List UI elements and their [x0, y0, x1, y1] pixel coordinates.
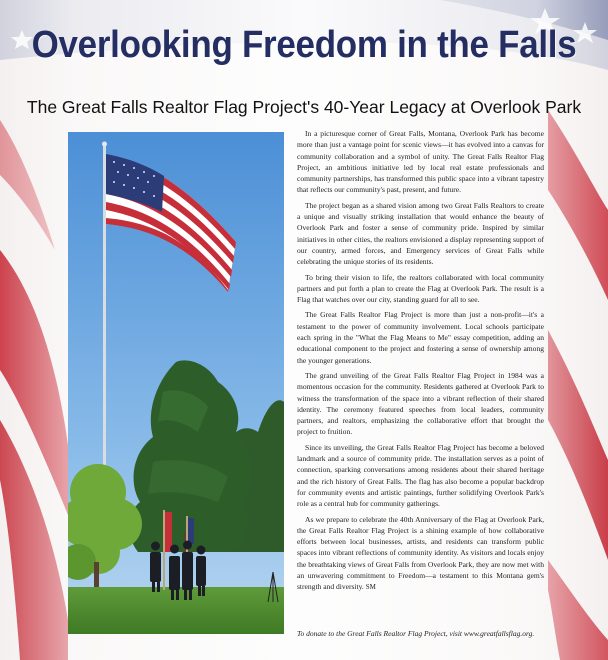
article-paragraph-last — [297, 514, 544, 594]
flag-photo — [68, 132, 284, 634]
donation-note: To donate to the Great Falls Realtor Flag Project, visit www.greatfallsflag.org. — [297, 629, 535, 638]
article-paragraph: In a picturesque corner of Great Falls, Montana, Overlook Park has become more than just a vantage point for scenic views—it has evolved into a canvas for community collaboration and a symbol of unity. The Great Falls Realtor Flag Project, an ambitious initiative led by local real estate professionals and community partnerships, has transformed this public space into a vibrant tapestry that reflects our community's past, present, and future. — [297, 129, 544, 195]
article-paragraph: The grand unveiling of the Great Falls Realtor Flag Project in 1984 was a momentous occasion for the community. Residents gathered at Overlook Park to witness the transformation of the space into a vibrant reflection of their shared identity. The ceremony featured speeches from local leaders, community partners, and realtors, emphasizing the collaborative effort that brought the project to fruition. — [297, 370, 544, 437]
article-paragraph-text: As we prepare to celebrate the 40th Anniversary of the Flag at Overlook Park, the Great Falls Realtor Flag Project is a shining example of how collaborative efforts between local businesses, artists, and residents can transform public spaces into vibrant reflections of community identity. As visitors and locals enjoy the breathtaking views of Great Falls from Overlook Park, they are now met with an unwavering commitment to Freedom—a testament to this Montana gem's strength and diversity. — [297, 514, 544, 592]
end-mark: SM — [365, 583, 376, 592]
article-paragraph: To bring their vision to life, the realtors collaborated with local community partners and put forth a plan to create the Flag at Overlook Park. The result is a Flag that watches over our city, standing guard for all to see. — [297, 272, 544, 305]
subheadline: The Great Falls Realtor Flag Project's 40-Year Legacy at Overlook Park — [26, 97, 582, 117]
article-body — [297, 128, 544, 598]
headline: Overlooking Freedom in the Falls — [31, 24, 577, 66]
article-paragraph: Since its unveiling, the Great Falls Realtor Flag Project has become a beloved landmark and a source of community pride. The installation serves as a point of connection, sparking conversations among residents about their shared heritage and the rich history of Great Falls. The flag has also become a popular backdrop for community events and artistic paintings, further solidifying Overlook Park's role as a central hub for community gatherings. — [297, 442, 544, 509]
article-paragraph: The Great Falls Realtor Flag Project is more than just a non-profit—it's a testament to the power of community involvement. Local schools participate each spring in the "What the Flag Means to Me" essay competition, adding an educational component to the project and fostering a sense of ownership among the younger generations. — [297, 310, 544, 365]
article-paragraph: The project began as a shared vision among two Great Falls Realtors to create a unique and visually striking installation that would enhance the beauty of Overlook Park and foster a sense of community pride. Inspired by similar initiatives in other cities, the realtors envisioned a display representing support of our country, armed forces, and Emergency services of Great Falls while celebrating the unique stories of its residents. — [297, 200, 544, 267]
